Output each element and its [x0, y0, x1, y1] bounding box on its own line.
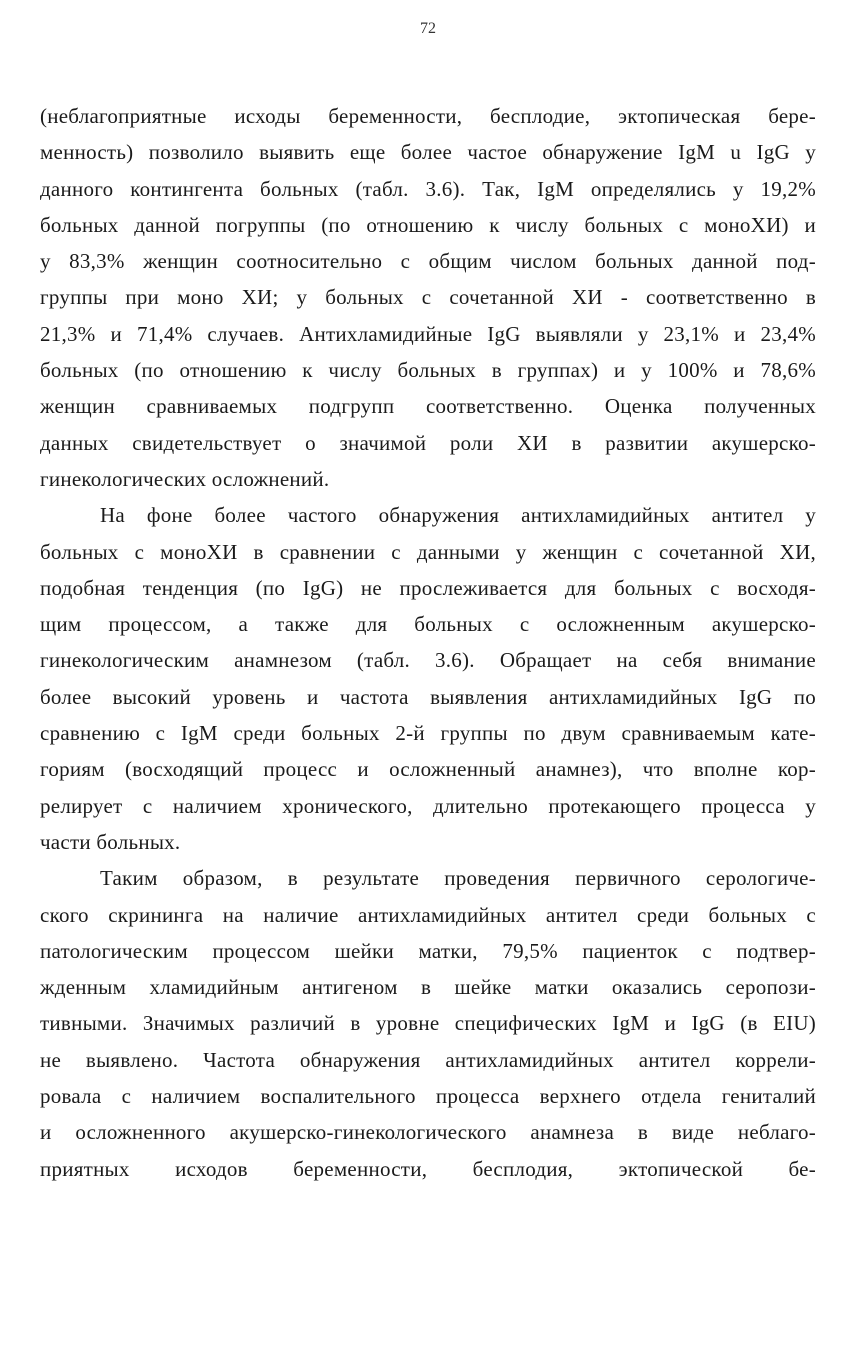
text-line: 21,3% и 71,4% случаев. Антихламидийные IgG выявляли у 23,1% и 23,4% — [40, 321, 816, 346]
paragraph — [40, 497, 816, 860]
text-line: Таким образом, в результате проведения первичного серологиче- — [100, 866, 816, 891]
text-line: женщин сравниваемых подгрупп соответственно. Оценка полученных — [40, 394, 816, 419]
text-line: более высокий уровень и частота выявления антихламидийных IgG по — [40, 684, 816, 709]
text-line: гинекологическим анамнезом (табл. 3.6). Обращает на себя внимание — [40, 648, 816, 673]
text-line: подобная тенденция (по IgG) не прослеживается для больных с восходя- — [40, 575, 816, 600]
text-line: жденным хламидийным антигеном в шейке матки оказались серопози- — [40, 975, 816, 1000]
text-line: больных (по отношению к числу больных в группах) и у 100% и 78,6% — [40, 358, 816, 383]
text-line: менность) позволило выявить еще более частое обнаружение IgM u IgG у — [40, 140, 816, 165]
text-line: гориям (восходящий процесс и осложненный анамнез), что вполне кор- — [40, 757, 816, 782]
paragraph — [40, 860, 816, 1187]
text-line: ского скрининга на наличие антихламидийных антител среди больных с — [40, 902, 816, 927]
text-line: сравнению с IgM среди больных 2-й группы по двум сравниваемым кате- — [40, 721, 816, 746]
text-line: ровала с наличием воспалительного процесса верхнего отдела гениталий — [40, 1084, 816, 1109]
text-line: и осложненного акушерско-гинекологического анамнеза в виде неблаго- — [40, 1120, 816, 1145]
text-line: гинекологических осложнений. — [40, 466, 330, 491]
text-line: группы при моно ХИ; у больных с сочетанной ХИ - соответственно в — [40, 285, 816, 310]
text-line: релирует с наличием хронического, длительно протекающего процесса у — [40, 793, 816, 818]
text-line: данного контингента больных (табл. 3.6). Так, IgM определялись у 19,2% — [40, 176, 816, 201]
text-line: На фоне более частого обнаружения антихламидийных антител у — [100, 503, 816, 528]
text-line: у 83,3% женщин соотносительно с общим числом больных данной под- — [40, 249, 816, 274]
text-line: данных свидетельствует о значимой роли ХИ в развитии акушерско- — [40, 430, 816, 455]
text-line: щим процессом, а также для больных с осложненным акушерско- — [40, 612, 816, 637]
text-line: (неблагоприятные исходы беременности, бесплодие, эктопическая бере- — [40, 104, 816, 128]
text-line: больных с моноХИ в сравнении с данными у женщин с сочетанной ХИ, — [40, 539, 816, 564]
document-body — [40, 98, 816, 1187]
page-number: 72 — [420, 20, 436, 37]
text-line: части больных. — [40, 829, 181, 854]
text-line: больных данной погруппы (по отношению к числу больных с моноХИ) и — [40, 212, 816, 237]
paragraph — [40, 98, 816, 497]
text-line: патологическим процессом шейки матки, 79,5% пациенток с подтвер- — [40, 938, 816, 963]
text-line: тивными. Значимых различий в уровне специфических IgM и IgG (в EIU) — [40, 1011, 816, 1036]
text-line: не выявлено. Частота обнаружения антихламидийных антител коррели- — [40, 1047, 816, 1072]
text-line: приятных исходов беременности, бесплодия, эктопической бе- — [40, 1156, 816, 1181]
